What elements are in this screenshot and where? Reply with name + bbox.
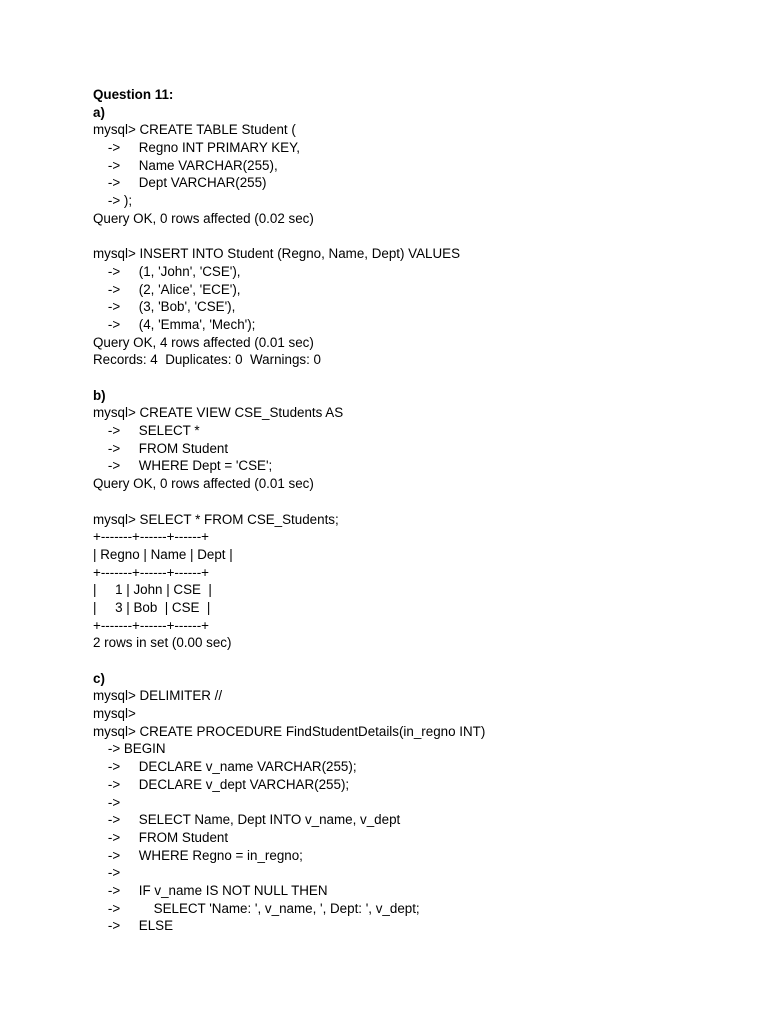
document-page (93, 86, 753, 935)
code-line: -> (3, 'Bob', 'CSE'), (93, 299, 236, 315)
code-line: -> SELECT Name, Dept INTO v_name, v_dept (93, 812, 401, 828)
query-result: 2 rows in set (0.00 sec) (93, 635, 232, 651)
result-table-border: +-------+------+------+ (93, 564, 210, 580)
result-table-header: | Regno | Name | Dept | (93, 546, 233, 562)
blank-line (93, 369, 753, 387)
code-line: -> SELECT * (93, 423, 200, 439)
query-result: Query OK, 0 rows affected (0.01 sec) (93, 476, 314, 492)
code-line: -> SELECT 'Name: ', v_name, ', Dept: ', v_dept; (93, 900, 420, 916)
code-line: -> Regno INT PRIMARY KEY, (93, 140, 301, 156)
code-line: -> Dept VARCHAR(255) (93, 175, 267, 191)
code-line: mysql> (93, 706, 136, 722)
part-c-heading: c) (93, 670, 105, 686)
blank-line (93, 493, 753, 511)
code-line: -> DECLARE v_name VARCHAR(255); (93, 759, 357, 775)
code-line: mysql> CREATE VIEW CSE_Students AS (93, 405, 344, 421)
result-table-row: | 3 | Bob | CSE | (93, 599, 211, 615)
code-line: -> BEGIN (93, 741, 166, 757)
code-line: -> Name VARCHAR(255), (93, 157, 278, 173)
result-table-border: +-------+------+------+ (93, 529, 210, 545)
code-line: -> (93, 794, 121, 810)
code-line: -> (2, 'Alice', 'ECE'), (93, 281, 241, 297)
code-line: -> FROM Student (93, 440, 229, 456)
code-line: -> WHERE Dept = 'CSE'; (93, 458, 273, 474)
code-line: -> (93, 865, 121, 881)
code-line: -> ELSE (93, 918, 174, 934)
query-result: Query OK, 4 rows affected (0.01 sec) (93, 334, 314, 350)
blank-line (93, 652, 753, 670)
code-line: -> FROM Student (93, 829, 229, 845)
code-line: mysql> DELIMITER // (93, 688, 223, 704)
code-line: mysql> CREATE PROCEDURE FindStudentDetails(in_regno INT) (93, 723, 486, 739)
query-result: Query OK, 0 rows affected (0.02 sec) (93, 210, 314, 226)
code-line: -> ); (93, 193, 133, 209)
code-line: -> (4, 'Emma', 'Mech'); (93, 316, 256, 332)
code-line: -> DECLARE v_dept VARCHAR(255); (93, 776, 350, 792)
part-a-heading: a) (93, 104, 105, 120)
code-line: mysql> SELECT * FROM CSE_Students; (93, 511, 339, 527)
code-line: mysql> CREATE TABLE Student ( (93, 122, 296, 138)
code-line: -> WHERE Regno = in_regno; (93, 847, 303, 863)
result-table-row: | 1 | John | CSE | (93, 582, 212, 598)
result-table-border: +-------+------+------+ (93, 617, 210, 633)
code-line: -> (1, 'John', 'CSE'), (93, 263, 241, 279)
part-b-heading: b) (93, 387, 106, 403)
blank-line (93, 228, 753, 246)
question-heading: Question 11: (93, 87, 174, 102)
code-line: -> IF v_name IS NOT NULL THEN (93, 882, 328, 898)
query-result: Records: 4 Duplicates: 0 Warnings: 0 (93, 352, 321, 368)
code-line: mysql> INSERT INTO Student (Regno, Name, Dept) VALUES (93, 246, 461, 262)
